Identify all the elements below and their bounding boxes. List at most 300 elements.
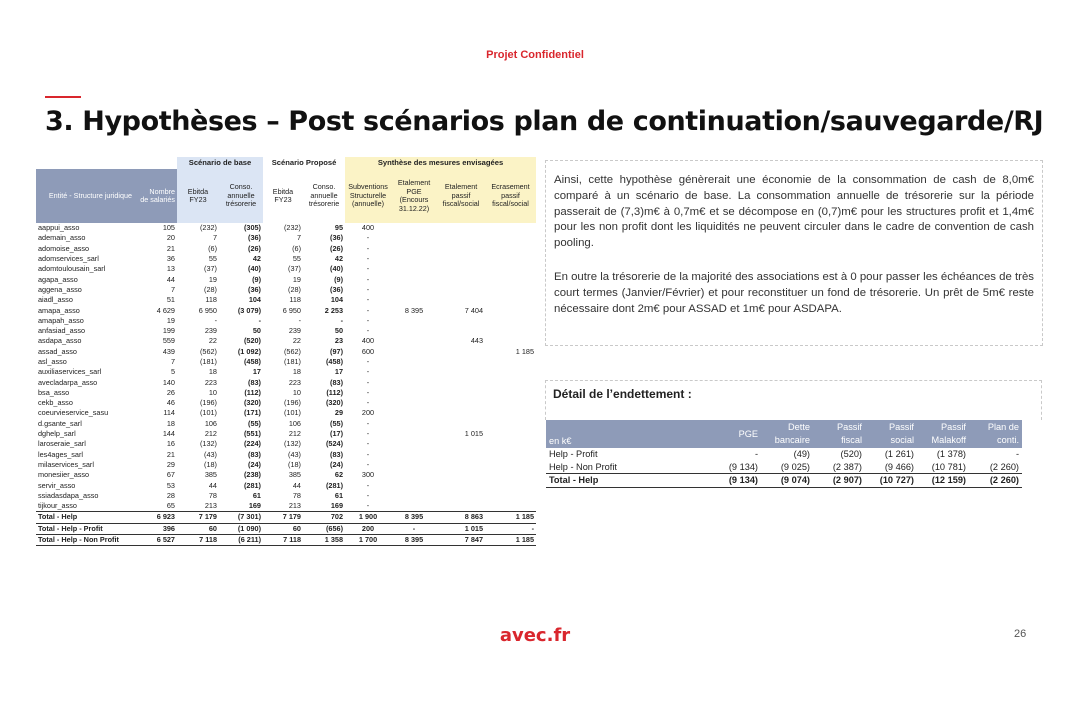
table-cell: (320) (325, 398, 344, 408)
table-cell: dghelp_sarl (38, 429, 76, 439)
table-cell (391, 491, 437, 501)
table-cell (485, 274, 536, 284)
table-cell: - (366, 429, 370, 439)
table-cell: 169 (248, 501, 261, 511)
table-cell: 4 629 (156, 305, 175, 315)
debt-column-header: PGE (706, 420, 761, 448)
table-cell: 600 (361, 346, 375, 356)
table-cell: 23 (334, 336, 344, 346)
table-cell: - (391, 523, 437, 534)
table-cell (437, 491, 485, 501)
table-cell: 8 863 (437, 512, 485, 523)
table-cell (391, 336, 437, 346)
table-cell: - (366, 264, 370, 274)
table-cell: assad_asso (38, 346, 77, 356)
table-cell: - (366, 326, 370, 336)
debt-cell: Help - Profit (549, 449, 598, 460)
table-cell: (171) (243, 408, 261, 418)
debt-cell: Total - Help (546, 474, 706, 488)
table-cell: adomtoulousain_sarl (38, 264, 106, 274)
table-cell (485, 460, 536, 470)
table-cell: 29 (166, 459, 175, 469)
debt-column-header: en k€ (546, 420, 706, 448)
table-row (36, 439, 536, 449)
debt-total-row (546, 474, 1022, 488)
table-cell: Total - Help - Non Profit (36, 534, 138, 545)
table-cell: 439 (162, 346, 175, 356)
table-cell: - (366, 387, 370, 397)
table-cell: (7 301) (219, 512, 263, 523)
table-cell: 300 (361, 470, 375, 480)
table-cell: 18 (292, 367, 301, 377)
column-header: Nombre de salariés (138, 169, 177, 223)
table-cell: 26 (166, 387, 175, 397)
table-cell: - (366, 418, 370, 428)
table-cell: adomoise_asso (38, 243, 90, 253)
table-row (36, 460, 536, 470)
table-cell: Total - Help - Profit (36, 523, 138, 534)
table-row (36, 233, 536, 243)
table-cell: anfasiad_asso (38, 326, 86, 336)
table-cell: 1 185 (485, 512, 536, 523)
title-accent-line (45, 96, 81, 98)
table-cell: agapa_asso (38, 274, 78, 284)
table-cell: 16 (166, 439, 175, 449)
total-row (36, 512, 536, 523)
table-cell: (55) (248, 418, 261, 428)
table-cell: (9) (334, 274, 344, 284)
table-cell: 17 (334, 367, 344, 377)
table-cell: 7 179 (177, 512, 219, 523)
table-row (36, 316, 536, 326)
debt-cell: Help - Non Profit (549, 461, 617, 472)
table-cell (437, 408, 485, 418)
debt-row (546, 461, 1022, 474)
table-cell (391, 439, 437, 449)
table-cell (391, 274, 437, 284)
table-cell (391, 450, 437, 460)
group-synthesis: Synthèse des mesures envisagées (345, 157, 536, 169)
table-cell: (18) (288, 459, 301, 469)
table-cell: (101) (283, 408, 301, 418)
table-cell: (562) (283, 346, 301, 356)
table-cell: auxiliaservices_sarl (38, 367, 102, 377)
table-cell (391, 264, 437, 274)
table-cell: bsa_asso (38, 387, 70, 397)
debt-cell: (2 260) (969, 474, 1022, 488)
table-row (36, 326, 536, 336)
table-cell: (55) (330, 418, 344, 428)
table-cell: (224) (243, 439, 261, 449)
table-cell (391, 295, 437, 305)
table-cell: 239 (204, 326, 217, 336)
table-cell: 213 (288, 501, 301, 511)
commentary-box (545, 160, 1043, 346)
table-cell (485, 491, 536, 501)
table-cell: (36) (248, 284, 261, 294)
table-cell: 118 (289, 295, 301, 305)
table-cell (391, 501, 437, 512)
table-cell (485, 305, 536, 315)
table-cell (485, 223, 536, 233)
table-cell (437, 398, 485, 408)
table-cell (391, 233, 437, 243)
table-cell (437, 295, 485, 305)
debt-cell: (9 134) (728, 461, 758, 472)
table-cell: (458) (243, 357, 261, 366)
table-cell (437, 264, 485, 274)
table-cell: - (366, 377, 370, 387)
table-cell (391, 367, 437, 377)
table-row (36, 398, 536, 408)
table-cell: (28) (204, 284, 217, 294)
table-cell: 17 (252, 367, 261, 377)
column-header: Conso. annuelle trésorerie (219, 169, 263, 223)
table-cell: (28) (288, 284, 301, 294)
table-cell: 1 015 (464, 429, 484, 439)
table-cell: (36) (330, 233, 344, 243)
table-cell: (320) (243, 398, 261, 408)
table-cell: (17) (330, 429, 344, 439)
table-cell: 21 (166, 243, 175, 253)
table-cell: 140 (162, 377, 175, 387)
total-row (36, 523, 536, 534)
table-cell: 443 (470, 336, 484, 346)
table-cell: 7 118 (177, 534, 219, 545)
table-cell: 702 (303, 512, 345, 523)
table-cell (391, 480, 437, 490)
table-cell (391, 285, 437, 295)
table-row (36, 377, 536, 387)
table-cell: 223 (288, 377, 301, 387)
table-cell: 7 118 (263, 534, 303, 545)
debt-column-header: Plan de conti. (969, 420, 1022, 448)
table-cell: amapa_asso (38, 305, 80, 315)
table-cell: 21 (166, 449, 175, 459)
table-cell: 385 (288, 470, 301, 480)
table-cell: - (366, 305, 370, 315)
table-cell: 7 404 (464, 305, 484, 315)
table-row (36, 347, 536, 357)
page-title: 3. Hypothèses – Post scénarios plan de continuation/sauvegarde/RJ (45, 106, 1044, 137)
table-cell: 28 (166, 490, 175, 500)
column-header: Entité - Structure juridique (36, 169, 138, 223)
table-cell: 1 015 (437, 523, 485, 534)
table-cell (437, 470, 485, 480)
table-row (36, 367, 536, 377)
debt-table-body (546, 448, 1022, 487)
table-row (36, 450, 536, 460)
table-cell (437, 501, 485, 512)
table-cell (485, 439, 536, 449)
table-row (36, 388, 536, 398)
table-cell: (24) (248, 459, 261, 469)
table-cell: 22 (292, 336, 301, 346)
table-row (36, 254, 536, 264)
table-cell: 106 (288, 418, 301, 428)
debt-cell: (1 261) (884, 449, 914, 460)
table-cell: servir_asso (38, 480, 76, 490)
table-cell: (6) (292, 243, 301, 253)
table-cell: 8 395 (391, 512, 437, 523)
table-cell: 105 (162, 223, 175, 233)
debt-table (546, 420, 1022, 488)
table-cell: (26) (330, 243, 344, 253)
table-cell: 6 527 (138, 534, 177, 545)
table-cell (391, 254, 437, 264)
table-cell: 104 (330, 295, 344, 305)
table-row (36, 419, 536, 429)
debt-cell: (10 781) (931, 461, 966, 472)
table-cell: (524) (325, 439, 344, 449)
table-cell: - (366, 357, 370, 366)
table-row (36, 408, 536, 418)
table-cell: (83) (248, 449, 261, 459)
table-cell: (18) (204, 459, 217, 469)
table-cell: (83) (330, 449, 344, 459)
table-cell: 53 (166, 480, 175, 490)
table-cell: asl_asso (38, 357, 67, 366)
debt-cell: (12 159) (917, 474, 969, 488)
table-cell (485, 398, 536, 408)
table-cell: 1 185 (515, 346, 535, 356)
table-cell: (43) (204, 449, 217, 459)
table-cell (391, 460, 437, 470)
table-cell: - (214, 315, 217, 325)
table-cell: 5 (170, 367, 175, 377)
table-cell: - (366, 449, 370, 459)
table-cell: aappui_asso (38, 223, 80, 233)
table-cell (437, 480, 485, 490)
table-cell: milaservices_sarl (38, 459, 94, 469)
table-cell: - (298, 315, 301, 325)
table-cell: 50 (252, 326, 261, 336)
table-cell: 78 (292, 490, 301, 500)
table-cell: (26) (248, 243, 261, 253)
table-row (36, 244, 536, 254)
table-cell: 95 (334, 223, 344, 233)
debt-cell: (9 074) (761, 474, 813, 488)
column-header: Ecrasement passif fiscal/social (485, 169, 536, 223)
table-cell (437, 223, 485, 233)
confidential-label: Projet Confidentiel (486, 49, 584, 61)
debt-cell: (10 727) (865, 474, 917, 488)
table-cell (485, 233, 536, 243)
table-cell: 1 900 (345, 512, 391, 523)
table-cell: 7 179 (263, 512, 303, 523)
debt-cell: (49) (793, 449, 810, 460)
table-cell (437, 316, 485, 326)
table-cell: 65 (166, 501, 175, 511)
debt-title: Détail de l’endettement : (553, 387, 692, 401)
debt-column-header: Passif social (865, 420, 917, 448)
table-cell: 18 (208, 367, 217, 377)
table-cell: (6 211) (219, 534, 263, 545)
debt-column-header: Passif Malakoff (917, 420, 969, 448)
table-cell: amapah_asso (38, 315, 84, 325)
table-cell: - (366, 398, 370, 408)
table-cell: (43) (288, 449, 301, 459)
entities-table-container (36, 157, 536, 546)
table-header-row (36, 169, 536, 223)
table-cell: 400 (361, 336, 375, 346)
table-cell: (458) (325, 357, 344, 366)
table-cell: 8 395 (404, 305, 424, 315)
total-row (36, 534, 536, 545)
table-cell: 60 (263, 523, 303, 534)
table-cell (391, 470, 437, 480)
table-cell: 19 (166, 315, 175, 325)
table-cell: (24) (330, 459, 344, 469)
table-cell: (112) (326, 387, 344, 397)
table-cell: 22 (208, 336, 217, 346)
table-cell: 199 (162, 326, 175, 336)
table-cell (485, 377, 536, 387)
entities-table (36, 157, 536, 546)
table-cell (485, 316, 536, 326)
table-cell (485, 285, 536, 295)
table-cell: 78 (208, 490, 217, 500)
table-cell: (132) (283, 439, 301, 449)
table-cell: ssiadasdapa_asso (38, 490, 99, 500)
table-cell: 2 253 (324, 305, 344, 315)
column-header: Conso. annuelle trésorerie (303, 169, 345, 223)
table-cell: (97) (330, 346, 344, 356)
table-cell (437, 285, 485, 295)
table-cell: - (366, 295, 370, 305)
table-cell (485, 480, 536, 490)
entities-table-body (36, 223, 536, 546)
table-cell: coeurvieservice_sasu (38, 408, 109, 418)
column-header: Etalement passif fiscal/social (437, 169, 485, 223)
table-row (36, 470, 536, 480)
table-cell: 46 (166, 398, 175, 408)
table-cell (437, 367, 485, 377)
table-cell: 1 185 (485, 534, 536, 545)
table-cell: 61 (334, 490, 344, 500)
table-cell (485, 326, 536, 336)
table-cell: 7 (170, 357, 175, 366)
table-cell: 44 (208, 480, 217, 490)
table-cell: (551) (243, 429, 261, 439)
column-header: Ebitda FY23 (177, 169, 219, 223)
table-row (36, 274, 536, 284)
table-row (36, 305, 536, 315)
table-row (36, 285, 536, 295)
table-cell: aiadl_asso (38, 295, 73, 305)
table-cell: 29 (334, 408, 344, 418)
table-cell: 55 (208, 254, 217, 264)
table-cell: (37) (204, 264, 217, 274)
table-cell: (196) (199, 398, 217, 408)
table-cell (485, 450, 536, 460)
table-cell: 385 (204, 470, 217, 480)
table-cell (485, 367, 536, 377)
table-cell (437, 233, 485, 243)
table-cell: 44 (166, 274, 175, 284)
column-header: Subventions Structurelle (annuelle) (345, 169, 391, 223)
table-cell: 19 (208, 274, 217, 284)
table-cell (391, 377, 437, 387)
table-cell: monesiier_asso (38, 470, 90, 480)
table-cell (437, 357, 485, 367)
table-cell: (196) (283, 398, 301, 408)
table-cell: (3 079) (237, 305, 261, 315)
table-cell: 6 950 (198, 305, 217, 315)
table-cell: 7 (170, 284, 175, 294)
table-cell (437, 460, 485, 470)
table-cell: asdapa_asso (38, 336, 82, 346)
group-proposed: Scénario Proposé (271, 158, 337, 167)
table-cell: - (366, 501, 370, 511)
table-cell (485, 357, 536, 367)
table-cell: 212 (288, 429, 301, 439)
table-cell: (40) (330, 264, 344, 274)
table-cell (437, 419, 485, 429)
table-cell: (36) (248, 233, 261, 243)
table-row (36, 501, 536, 512)
table-cell: 42 (334, 254, 344, 264)
table-cell: (6) (208, 243, 217, 253)
table-cell (485, 501, 536, 512)
table-cell: (40) (248, 264, 261, 274)
table-cell: 114 (163, 408, 175, 418)
table-cell (485, 254, 536, 264)
table-cell: 10 (292, 387, 301, 397)
table-row (36, 429, 536, 439)
table-cell: 51 (166, 295, 175, 305)
table-cell: - (366, 490, 370, 500)
table-cell: (83) (330, 377, 344, 387)
debt-cell: (9 025) (780, 461, 810, 472)
table-cell: avecladarpa_asso (38, 377, 98, 387)
table-row (36, 480, 536, 490)
table-cell: (232) (199, 223, 217, 233)
table-row (36, 357, 536, 367)
debt-cell: (2 387) (832, 461, 862, 472)
table-cell (485, 264, 536, 274)
debt-cell: (9 134) (706, 474, 761, 488)
debt-cell: - (1015, 449, 1019, 460)
table-row (36, 223, 536, 233)
table-cell: (238) (243, 470, 261, 480)
table-cell: 7 847 (437, 534, 485, 545)
table-cell: 7 (212, 233, 217, 243)
table-cell: 1 358 (303, 534, 345, 545)
table-cell: - (485, 523, 536, 534)
table-cell: (181) (199, 357, 217, 366)
table-cell: - (366, 254, 370, 264)
table-cell: (112) (244, 387, 261, 397)
table-cell: - (366, 480, 370, 490)
table-cell: - (366, 315, 370, 325)
debt-cell: (1 378) (936, 449, 966, 460)
table-cell: (562) (199, 346, 217, 356)
debt-cell: (9 466) (884, 461, 914, 472)
debt-cell: (2 260) (989, 461, 1019, 472)
table-cell: 61 (252, 490, 261, 500)
table-cell: (36) (330, 284, 344, 294)
table-cell: 7 (296, 233, 301, 243)
page-number: 26 (1014, 628, 1027, 640)
table-row (36, 491, 536, 501)
debt-header-row (546, 420, 1022, 448)
table-cell: (9) (252, 274, 261, 284)
table-cell: 13 (166, 264, 175, 274)
table-cell (391, 429, 437, 439)
table-cell: - (258, 315, 261, 325)
table-cell: (232) (283, 223, 301, 233)
